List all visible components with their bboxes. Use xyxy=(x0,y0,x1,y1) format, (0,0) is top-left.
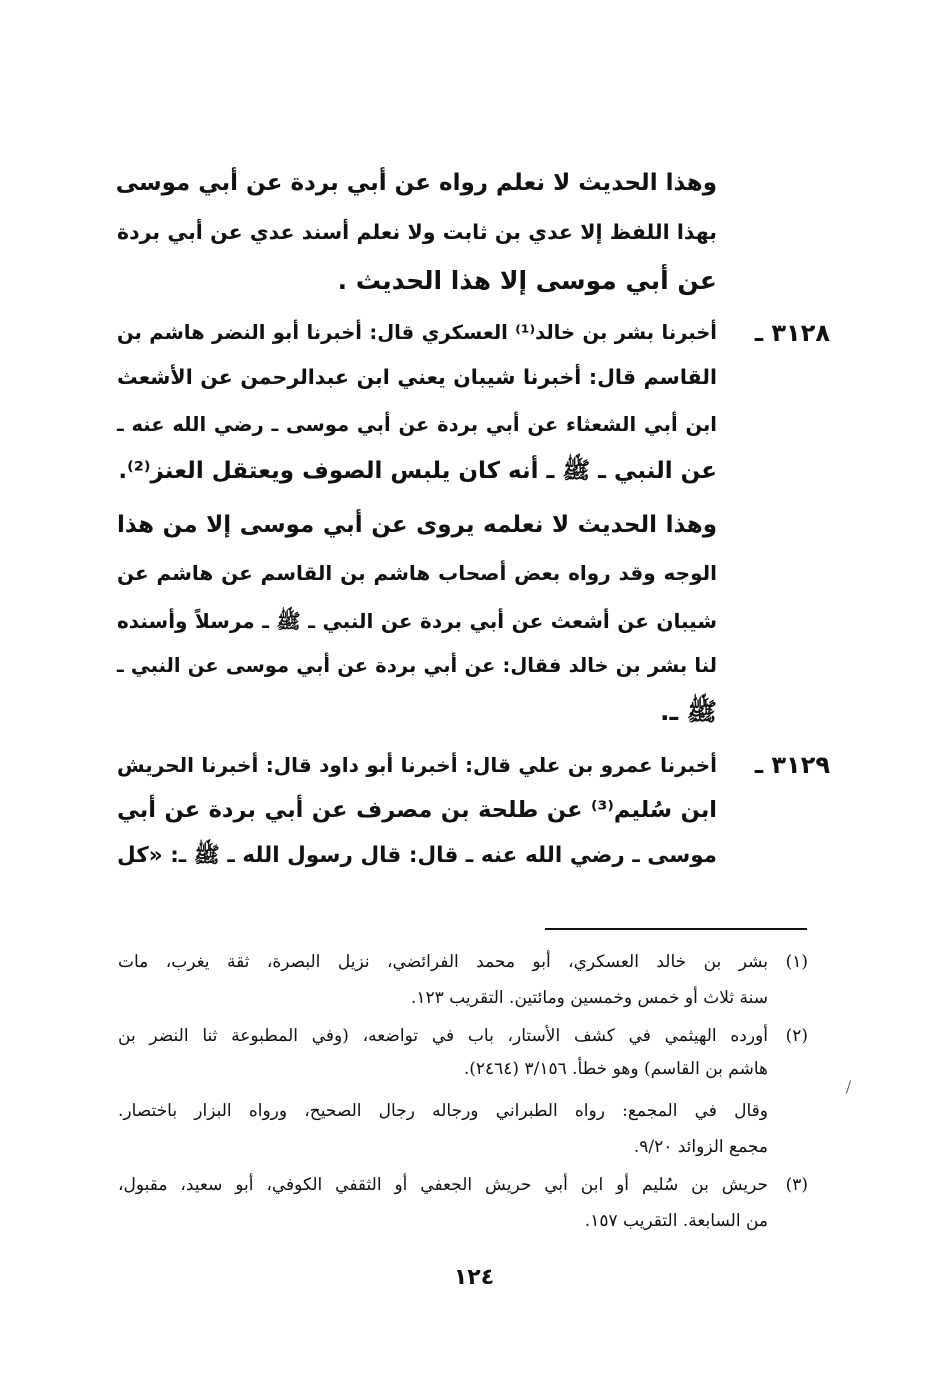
page-number: ١٢٤ xyxy=(453,1265,495,1290)
hadith-3128-line-2: القاسم قال: أخبرنا شيبان يعني ابن عبدالرحمن عن الأشعث xyxy=(117,365,717,389)
footnote-2-line-2: هاشم بن القاسم) وهو خطأ. ٣/١٥٦ (٢٤٦٤). xyxy=(463,1059,768,1079)
para2-line-1: وهذا الحديث لا نعلمه يروى عن أبي موسى إلا من هذا xyxy=(117,512,717,538)
para1-line-2: بهذا اللفظ إلا عدي بن ثابت ولا نعلم أسند عدي عن أبي بردة xyxy=(117,220,717,244)
hadith-3128-line-4: عن النبي ـ ﷺ ـ أنه كان يلبس الصوف ويعتقل العنز⁽²⁾. xyxy=(118,458,717,484)
footnote-3-line-2: من السابعة. التقريب ١٥٧. xyxy=(584,1211,768,1231)
footnote-3-line-1: حريش بن سُليم أو ابن أبي حريش الجعفي أو الثقفي الكوفي، أبو سعيد، مقبول، xyxy=(118,1175,768,1195)
para2-line-4: لنا بشر بن خالد فقال: عن أبي بردة عن أبي موسى عن النبي ـ xyxy=(117,654,717,677)
hadith-3129-line-2: ابن سُليم⁽³⁾ عن طلحة بن مصرف عن أبي بردة عن أبي xyxy=(117,797,717,823)
footnote-2-number: (٢) xyxy=(785,1026,808,1046)
para2-line-2: الوجه وقد رواه بعض أصحاب هاشم بن القاسم عن هاشم عن xyxy=(117,561,717,585)
hadith-3128-line-3: ابن أبي الشعثاء عن أبي بردة عن أبي موسى ـ رضي الله عنه ـ xyxy=(117,413,717,436)
footnote-1-number: (١) xyxy=(785,952,808,972)
hadith-3129-line-1: أخبرنا عمرو بن علي قال: أخبرنا أبو داود قال: أخبرنا الحريش xyxy=(117,753,717,777)
para2-line-3: شيبان عن أشعث عن أبي بردة عن النبي ـ ﷺ ـ مرسلاً وأسنده xyxy=(117,609,717,633)
hadith-3129-line-3: موسى ـ رضي الله عنه ـ قال: قال رسول الله ـ ﷺ ـ: «كل xyxy=(117,843,717,868)
footnote-divider xyxy=(545,928,807,930)
para1-line-3: عن أبي موسى إلا هذا الحديث . xyxy=(337,266,717,295)
hadith-number-3128: ٣١٢٨ ـ xyxy=(754,319,830,347)
footnote-1-line-1: بشر بن خالد العسكري، أبو محمد الفرائضي، نزيل البصرة، ثقة يغرب، مات xyxy=(118,952,768,972)
footnote-2-line-1: أورده الهيثمي في كشف الأستار، باب في تواضعه، (وفي المطبوعة ثنا النضر بن xyxy=(118,1026,768,1046)
hadith-number-3129: ٣١٢٩ ـ xyxy=(754,751,830,779)
footnote-1-line-2: سنة ثلاث أو خمس وخمسين ومائتين. التقريب ١٢٣. xyxy=(411,988,768,1008)
para2-line-5: ﷺ ـ. xyxy=(660,697,717,726)
para1-line-1: وهذا الحديث لا نعلم رواه عن أبي بردة عن أبي موسى xyxy=(115,170,717,196)
footnote-2-line-4: مجمع الزوائد ٩/٢٠. xyxy=(633,1137,768,1157)
footnote-2-line-3: وقال في المجمع: رواه الطبراني ورجاله رجال الصحيح، ورواه البزار باختصار. xyxy=(118,1101,768,1121)
hadith-3128-line-1: أخبرنا بشر بن خالد⁽¹⁾ العسكري قال: أخبرنا أبو النضر هاشم بن xyxy=(117,321,717,344)
stray-pen-mark xyxy=(846,1080,851,1094)
footnote-3-number: (٣) xyxy=(785,1175,808,1195)
